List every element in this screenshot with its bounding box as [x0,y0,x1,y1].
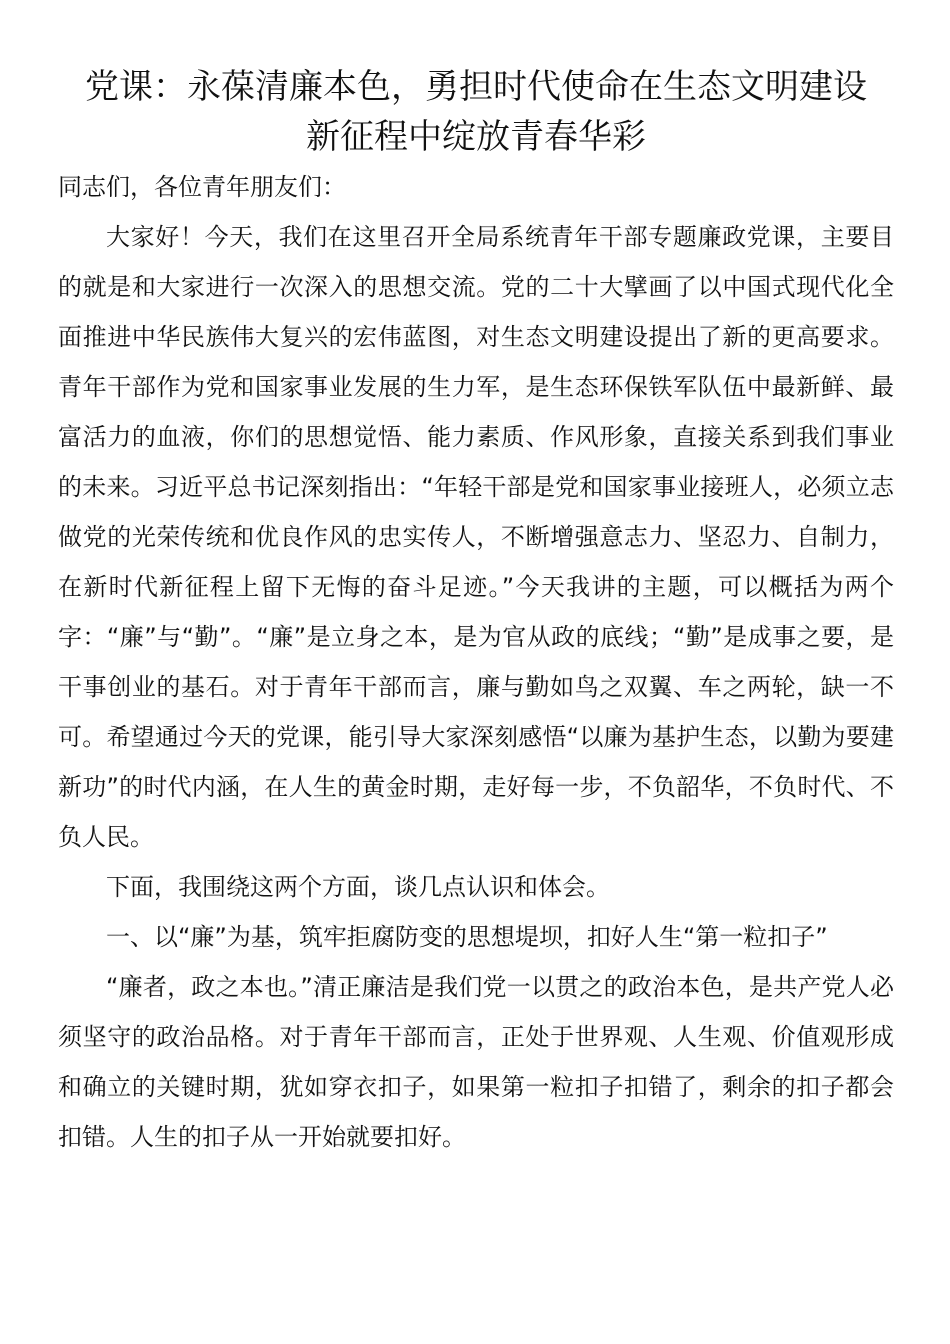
paragraph-section-1: “廉者，政之本也。”清正廉洁是我们党一以贯之的政治本色，是共产党人必须坚守的政治品格。对于青年干部而言，正处于世界观、人生观、价值观形成和确立的关键时期，犹如穿衣扣子，如果第一粒扣子扣错了，剩余的扣子都会扣错。人生的扣子从一开始就要扣好。 [58,973,894,1151]
section-heading-1: 一、以“廉”为基，筑牢拒腐防变的思想堤坝，扣好人生“第一粒扣子” [106,923,828,951]
paragraph-opening: 大家好！今天，我们在这里召开全局系统青年干部专题廉政党课，主要目的就是和大家进行一次深入的思想交流。党的二十大擘画了以中国式现代化全面推进中华民族伟大复兴的宏伟蓝图，对生态文明建设提出了新的更高要求。青年干部作为党和国家事业发展的生力军，是生态环保铁军队伍中最新鲜、最富活力的血液，你们的思想觉悟、能力素质、作风形象，直接关系到我们事业的未来。习近平总书记深刻指出：“年轻干部是党和国家事业接班人，必须立志做党的光荣传统和优良作风的忠实传人，不断增强意志力、坚忍力、自制力，在新时代新征程上留下无悔的奋斗足迹。”今天我讲的主题，可以概括为两个字：“廉”与“勤”。“廉”是立身之本，是为官从政的底线；“勤”是成事之要，是干事创业的基石。对于青年干部而言，廉与勤如鸟之双翼、车之两轮，缺一不可。希望通过今天的党课，能引导大家深刻感悟“以廉为基护生态，以勤为要建新功”的时代内涵，在人生的黄金时期，走好每一步，不负韶华，不负时代、不负人民。 [58,223,894,851]
paragraph-transition: 下面，我围绕这两个方面，谈几点认识和体会。 [106,873,610,901]
title-line-2: 新征程中绽放青春华彩 [306,117,646,157]
greeting: 同志们，各位青年朋友们： [58,173,346,201]
title-line-1: 党课：永葆清廉本色，勇担时代使命在生态文明建设 [85,67,867,107]
document-title [58,62,894,162]
document-body [58,162,894,1162]
